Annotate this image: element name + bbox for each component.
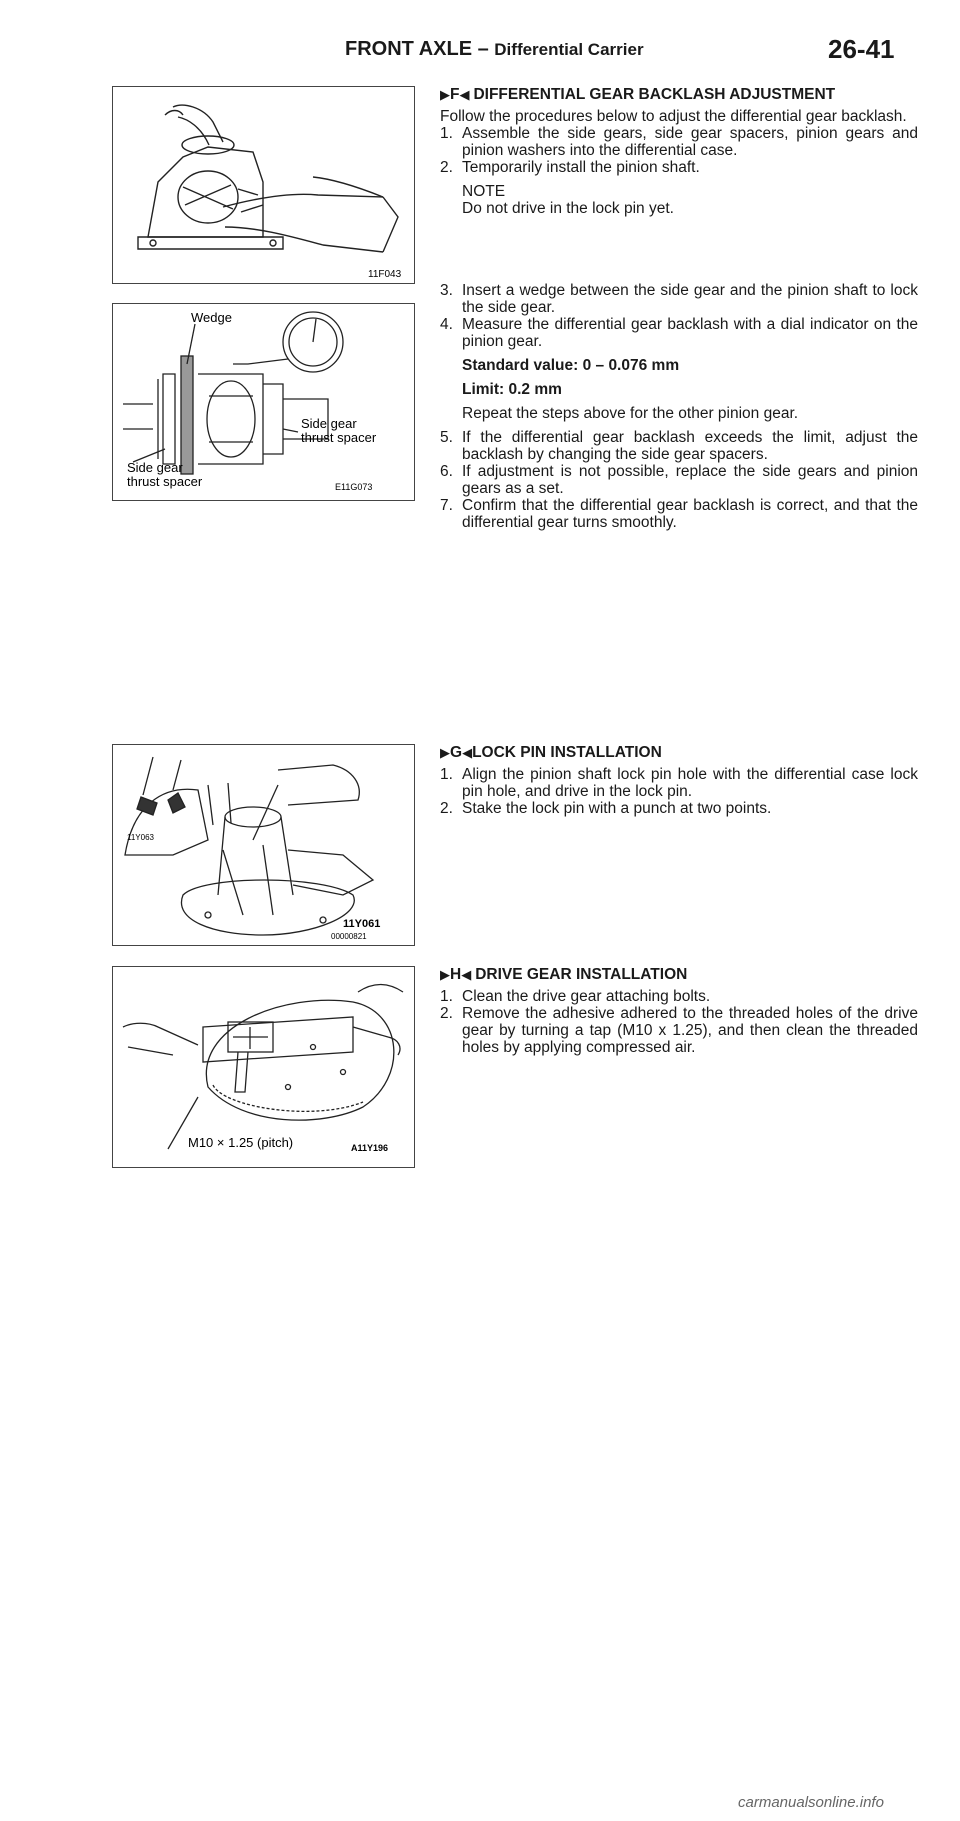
section-f-steps-2 bbox=[440, 282, 918, 350]
figure-backlash-measurement-art bbox=[113, 304, 414, 500]
list-item bbox=[440, 159, 918, 176]
section-backlash-adjustment bbox=[440, 86, 918, 531]
figure-4-label: M10 × 1.25 (pitch) bbox=[188, 1135, 294, 1150]
step-text: Stake the lock pin with a punch at two points. bbox=[462, 800, 772, 817]
section-g-marker: G bbox=[450, 744, 463, 761]
standard-value: Standard value: 0 – 0.076 mm bbox=[462, 357, 680, 374]
step-number: 3. bbox=[440, 282, 453, 299]
section-f-steps-3 bbox=[440, 429, 918, 531]
section-g-title: LOCK PIN INSTALLATION bbox=[472, 744, 662, 761]
list-item bbox=[440, 125, 918, 159]
list-item bbox=[440, 1005, 918, 1056]
section-f-title: DIFFERENTIAL GEAR BACKLASH ADJUSTMENT bbox=[473, 86, 836, 103]
section-g-heading bbox=[440, 744, 918, 761]
step-text: If adjustment is not possible, replace the side gears and pinion gears as a set. bbox=[462, 463, 918, 497]
section-drive-gear-installation bbox=[440, 966, 918, 1056]
section-h-title: DRIVE GEAR INSTALLATION bbox=[475, 966, 688, 983]
step-text: Insert a wedge between the side gear and the pinion shaft to lock the side gear. bbox=[462, 282, 918, 316]
step-number: 7. bbox=[440, 497, 453, 514]
step-number: 2. bbox=[440, 800, 453, 817]
section-h-steps bbox=[440, 988, 918, 1056]
list-item bbox=[440, 282, 918, 316]
list-item bbox=[440, 316, 918, 350]
step-text: Measure the differential gear backlash with a dial indicator on the pinion gear. bbox=[462, 316, 918, 350]
left-triangle-icon: ◀ bbox=[461, 967, 472, 982]
section-f-marker: F bbox=[450, 86, 460, 103]
watermark: carmanualsonline.info bbox=[738, 1794, 884, 1811]
figure-lock-pin-art bbox=[113, 745, 414, 945]
step-text: Temporarily install the pinion shaft. bbox=[462, 159, 700, 176]
step-number: 2. bbox=[440, 1005, 453, 1022]
figure-differential-assembly-art bbox=[113, 87, 414, 283]
header-dash: – bbox=[477, 38, 489, 60]
header-subsection: Differential Carrier bbox=[494, 40, 644, 59]
figure-drive-gear-tap bbox=[112, 966, 415, 1168]
figure-2-label-side-gear-left: Side gear bbox=[127, 460, 183, 475]
note-text: Do not drive in the lock pin yet. bbox=[462, 200, 674, 217]
step-text: Assemble the side gears, side gear spacers, pinion gears and pinion washers into the differential case. bbox=[462, 125, 918, 159]
step-number: 1. bbox=[440, 125, 453, 142]
figure-2-label-thrust-spacer-right: thrust spacer bbox=[301, 430, 377, 445]
page-number: 26-41 bbox=[828, 34, 895, 64]
step-text: Align the pinion shaft lock pin hole with the differential case lock pin hole, and drive in the lock pin. bbox=[462, 766, 918, 800]
figure-differential-assembly bbox=[112, 86, 415, 284]
list-item bbox=[440, 497, 918, 531]
section-h-heading bbox=[440, 966, 918, 983]
figure-2-code: E11G073 bbox=[335, 482, 373, 492]
step-number: 1. bbox=[440, 988, 453, 1005]
figure-2-label-wedge: Wedge bbox=[191, 310, 232, 325]
left-triangle-icon: ◀ bbox=[462, 745, 473, 760]
section-f-intro: Follow the procedures below to adjust the differential gear backlash. bbox=[440, 108, 907, 125]
section-f-steps-1 bbox=[440, 125, 918, 176]
section-f-heading bbox=[440, 86, 918, 103]
figure-2-label-thrust-spacer-left: thrust spacer bbox=[127, 474, 203, 489]
figure-drive-gear-tap-art bbox=[113, 967, 414, 1167]
right-triangle-icon: ▶ bbox=[440, 967, 450, 982]
step-text: Remove the adhesive adhered to the threaded holes of the drive gear by turning a tap (M10 x 1.25), and then clean the threaded holes by applying compressed air. bbox=[462, 1005, 918, 1056]
figure-lock-pin bbox=[112, 744, 415, 946]
figure-2-label-side-gear-right: Side gear bbox=[301, 416, 357, 431]
list-item bbox=[440, 463, 918, 497]
section-lock-pin-installation bbox=[440, 744, 918, 817]
left-triangle-icon: ◀ bbox=[459, 87, 470, 102]
section-g-steps bbox=[440, 766, 918, 817]
list-item bbox=[440, 800, 918, 817]
step-number: 4. bbox=[440, 316, 453, 333]
figure-3-inset-code: 11Y063 bbox=[127, 833, 154, 842]
list-item bbox=[440, 429, 918, 463]
figure-backlash-measurement bbox=[112, 303, 415, 501]
right-triangle-icon: ▶ bbox=[440, 745, 450, 760]
limit-value: Limit: 0.2 mm bbox=[462, 381, 562, 398]
section-h-marker: H bbox=[450, 966, 462, 983]
step-number: 6. bbox=[440, 463, 453, 480]
header-section: FRONT AXLE bbox=[345, 38, 473, 60]
step-number: 5. bbox=[440, 429, 453, 446]
repeat-text: Repeat the steps above for the other pinion gear. bbox=[462, 405, 799, 422]
list-item bbox=[440, 766, 918, 800]
note-label: NOTE bbox=[462, 183, 506, 200]
figure-3-code: 11Y061 bbox=[343, 918, 381, 930]
figure-4-code: A11Y196 bbox=[351, 1143, 389, 1153]
header-title bbox=[345, 38, 644, 61]
page-header bbox=[0, 30, 960, 70]
note-block bbox=[440, 183, 918, 217]
figure-1-code: 11F043 bbox=[368, 269, 402, 280]
step-number: 1. bbox=[440, 766, 453, 783]
step-text: Confirm that the differential gear backlash is correct, and that the differential gear turns smoothly. bbox=[462, 497, 918, 531]
step-text: Clean the drive gear attaching bolts. bbox=[462, 988, 711, 1005]
figure-3-code2: 00000821 bbox=[331, 932, 367, 941]
list-item bbox=[440, 988, 918, 1005]
step-number: 2. bbox=[440, 159, 453, 176]
step-text: If the differential gear backlash exceeds the limit, adjust the backlash by changing the side gear spacers. bbox=[462, 429, 918, 463]
right-triangle-icon: ▶ bbox=[440, 87, 450, 102]
